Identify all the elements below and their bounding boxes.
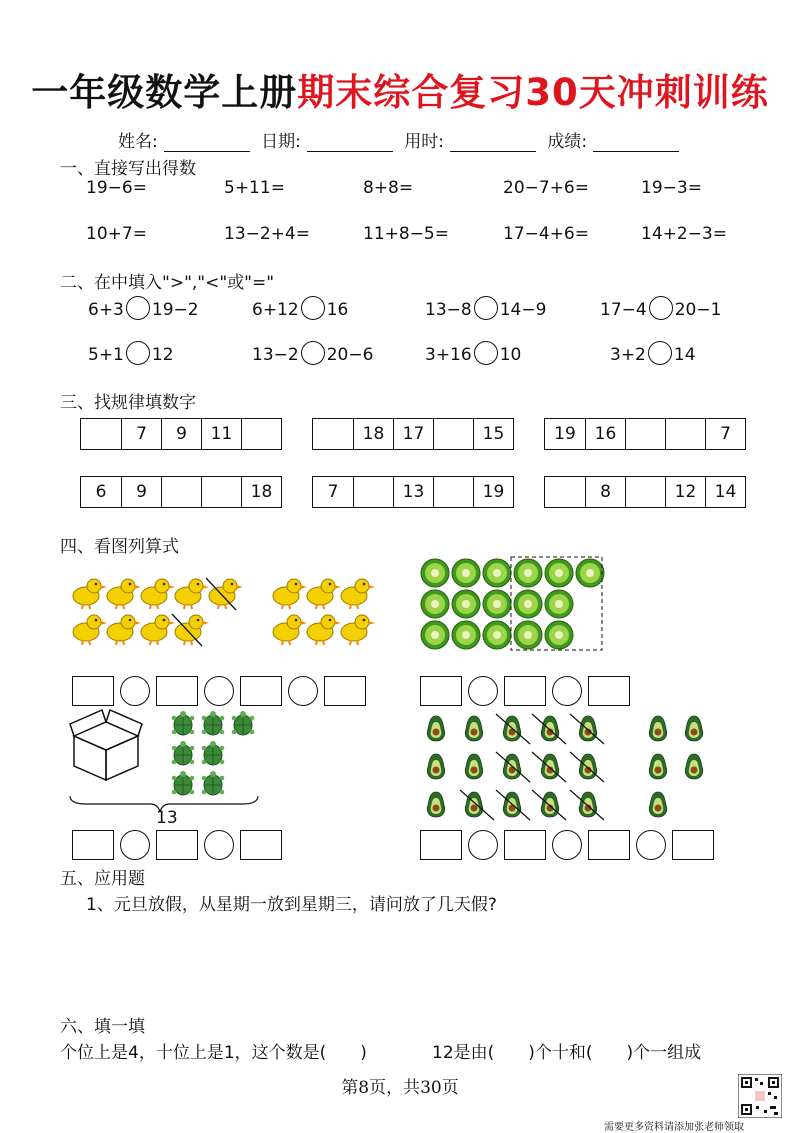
- turtle-icon: [202, 771, 225, 795]
- answer-box[interactable]: [504, 676, 546, 706]
- title-part1: 一年级数学上册: [31, 71, 298, 114]
- compare-left: 13−2: [252, 345, 299, 365]
- duck-icon: [273, 615, 307, 645]
- turtle-icon: [232, 711, 255, 735]
- page-number: 第8页，共30页: [341, 1078, 459, 1098]
- qr-caption: 需要更多资料请添加张老师领取: [604, 1122, 744, 1133]
- duck-icon: [73, 615, 107, 645]
- answer-box[interactable]: [672, 830, 714, 860]
- duck-icon: [341, 615, 375, 645]
- duck-icon: [341, 579, 375, 609]
- compare-circle[interactable]: [474, 341, 498, 365]
- answer-box[interactable]: [156, 676, 198, 706]
- section-2-title: 二、在中填入">","<"或"=": [60, 273, 275, 293]
- avocado-icon: [427, 792, 444, 817]
- compare-circle[interactable]: [649, 296, 673, 320]
- duck-icon: [307, 579, 341, 609]
- calc-item: 11+8−5=: [363, 224, 449, 244]
- compare-right: 20−6: [326, 345, 374, 365]
- kiwi-icon: [483, 621, 511, 649]
- duck-icon: [273, 579, 307, 609]
- operator-circle[interactable]: [468, 830, 498, 860]
- pattern-cell[interactable]: [625, 477, 665, 507]
- pattern-cell[interactable]: 15: [473, 419, 513, 449]
- pattern-row: [544, 418, 746, 450]
- compare-circle[interactable]: [126, 341, 150, 365]
- pattern-cell[interactable]: 9: [161, 419, 201, 449]
- pattern-cell[interactable]: 11: [201, 419, 241, 449]
- kiwi-icon: [514, 559, 542, 587]
- student-info-line: [118, 127, 685, 152]
- pattern-cell[interactable]: 7: [121, 419, 161, 449]
- duck-icon: [307, 615, 341, 645]
- pattern-cell[interactable]: [433, 477, 473, 507]
- avocado-icon: [427, 754, 444, 779]
- pattern-cell[interactable]: 16: [585, 419, 625, 449]
- section-5-title: 五、应用题: [60, 869, 145, 889]
- operator-circle[interactable]: [288, 676, 318, 706]
- name-blank[interactable]: [164, 135, 250, 152]
- pattern-row: [312, 418, 514, 450]
- calc-item: 20−7+6=: [503, 178, 589, 198]
- compare-circle[interactable]: [648, 341, 672, 365]
- answer-box[interactable]: [420, 830, 462, 860]
- turtle-icon: [202, 741, 225, 765]
- avocado-icon: [541, 716, 558, 741]
- pattern-cell[interactable]: [201, 477, 241, 507]
- word-problem-1: 1、元旦放假，从星期一放到星期三，请问放了几天假?: [86, 895, 497, 915]
- avocado-icon: [649, 716, 666, 741]
- compare-left: 6+12: [252, 300, 299, 320]
- compare-right: 16: [326, 300, 349, 320]
- kiwi-icon: [514, 621, 542, 649]
- pattern-cell[interactable]: 18: [353, 419, 393, 449]
- score-label: 成绩:: [547, 132, 588, 152]
- pattern-cell[interactable]: 19: [473, 477, 513, 507]
- pattern-cell[interactable]: [545, 477, 585, 507]
- pattern-cell[interactable]: [161, 477, 201, 507]
- kiwi-icon: [483, 590, 511, 618]
- pattern-cell[interactable]: 13: [393, 477, 433, 507]
- compare-right: 14: [673, 345, 696, 365]
- compare-item: [425, 298, 546, 322]
- avocado-icon: [427, 716, 444, 741]
- operator-circle[interactable]: [552, 676, 582, 706]
- section-6-title: 六、填一填: [60, 1017, 145, 1037]
- fill-question-1: 个位上是4，十位上是1，这个数是( ): [60, 1043, 367, 1063]
- pattern-cell[interactable]: 6: [95, 482, 107, 502]
- name-label: 姓名:: [118, 132, 158, 152]
- answer-box[interactable]: [324, 676, 366, 706]
- pattern-row: [80, 418, 282, 450]
- compare-item: [600, 298, 721, 322]
- avocado-icon: [685, 716, 702, 741]
- compare-circle[interactable]: [126, 296, 150, 320]
- compare-right: 19−2: [151, 300, 199, 320]
- date-blank[interactable]: [307, 135, 393, 152]
- answer-box[interactable]: [156, 830, 198, 860]
- compare-item: [88, 298, 199, 322]
- answer-box[interactable]: [588, 830, 630, 860]
- turtle-icon: [172, 711, 195, 735]
- duck-icon: [175, 579, 209, 609]
- duck-icon: [209, 579, 243, 609]
- pattern-cell[interactable]: [433, 419, 473, 449]
- calc-item: 5+11=: [224, 178, 285, 198]
- pattern-cell[interactable]: [81, 419, 121, 449]
- calc-item: 17−4+6=: [503, 224, 589, 244]
- avocado-icon: [465, 792, 482, 817]
- turtle-icon: [172, 741, 195, 765]
- duck-icon: [141, 615, 175, 645]
- answer-box[interactable]: [588, 676, 630, 706]
- time-blank[interactable]: [450, 135, 536, 152]
- operator-circle[interactable]: [636, 830, 666, 860]
- operator-circle[interactable]: [120, 676, 150, 706]
- pattern-cell[interactable]: [353, 477, 393, 507]
- avocado-icon: [465, 754, 482, 779]
- kiwi-icon: [452, 621, 480, 649]
- duck-icon: [175, 615, 209, 645]
- answer-box[interactable]: [240, 676, 282, 706]
- kiwi-icon: [421, 621, 449, 649]
- compare-right: 20−1: [674, 300, 722, 320]
- pattern-cell[interactable]: [241, 419, 281, 449]
- kiwi-icon: [514, 590, 542, 618]
- pattern-row: [80, 476, 282, 508]
- kiwi-icon: [421, 590, 449, 618]
- pattern-cell[interactable]: 7: [705, 419, 745, 449]
- kiwi-icon: [483, 559, 511, 587]
- operator-circle[interactable]: [204, 676, 234, 706]
- qr-code-icon[interactable]: [738, 1074, 782, 1118]
- compare-right: 10: [499, 345, 522, 365]
- pattern-cell[interactable]: 19: [554, 424, 576, 444]
- answer-box[interactable]: [72, 676, 114, 706]
- pattern-cell[interactable]: [625, 419, 665, 449]
- avocado-icon: [649, 754, 666, 779]
- duck-picture: [66, 572, 386, 648]
- time-label: 用时:: [404, 132, 445, 152]
- compare-circle[interactable]: [301, 296, 325, 320]
- box-icon: [70, 710, 142, 780]
- avocado-icon: [579, 754, 596, 779]
- compare-item: [425, 343, 521, 367]
- operator-circle[interactable]: [552, 830, 582, 860]
- score-blank[interactable]: [593, 135, 679, 152]
- kiwi-icon: [452, 559, 480, 587]
- pattern-cell[interactable]: 9: [121, 477, 161, 507]
- answer-box[interactable]: [240, 830, 282, 860]
- kiwi-icon: [545, 559, 573, 587]
- page-title: [0, 62, 800, 116]
- compare-left: 13−8: [425, 300, 472, 320]
- fill-question-2: 12是由( )个十和( )个一组成: [432, 1043, 702, 1063]
- pattern-cell[interactable]: [313, 419, 353, 449]
- answer-box[interactable]: [420, 676, 462, 706]
- section-4-title: 四、看图列算式: [60, 537, 179, 557]
- compare-circle[interactable]: [474, 296, 498, 320]
- pattern-cell[interactable]: 8: [585, 477, 625, 507]
- compare-left: 6+3: [88, 300, 124, 320]
- compare-right: 12: [151, 345, 174, 365]
- kiwi-picture: [416, 556, 608, 652]
- avocado-icon: [685, 754, 702, 779]
- calc-item: 19−6=: [86, 178, 147, 198]
- compare-circle[interactable]: [301, 341, 325, 365]
- compare-right: 14−9: [499, 300, 547, 320]
- kiwi-icon: [421, 559, 449, 587]
- section-1-title: 一、直接写出得数: [60, 159, 196, 179]
- calc-item: 19−3=: [641, 178, 702, 198]
- equation-row: [72, 830, 282, 860]
- brace-total: 13: [156, 808, 178, 828]
- pattern-cell[interactable]: 12: [665, 477, 705, 507]
- duck-icon: [73, 579, 107, 609]
- avocado-icon: [465, 716, 482, 741]
- duck-icon: [107, 615, 141, 645]
- equation-row: [72, 676, 366, 706]
- avocado-icon: [649, 792, 666, 817]
- compare-item: [252, 343, 373, 367]
- duck-icon: [141, 579, 175, 609]
- kiwi-icon: [452, 590, 480, 618]
- pattern-cell[interactable]: 17: [393, 419, 433, 449]
- pattern-cell[interactable]: 14: [705, 477, 745, 507]
- answer-box[interactable]: [72, 830, 114, 860]
- pattern-cell[interactable]: [665, 419, 705, 449]
- kiwi-icon: [576, 559, 604, 587]
- date-label: 日期:: [261, 132, 301, 152]
- avocado-icon: [579, 716, 596, 741]
- duck-icon: [107, 579, 141, 609]
- turtle-icon: [172, 771, 195, 795]
- avocado-icon: [541, 754, 558, 779]
- title-part2: 期末综合复习30天冲刺训练: [297, 71, 769, 114]
- calc-item: 10+7=: [86, 224, 147, 244]
- turtle-icon: [202, 711, 225, 735]
- compare-left: 3+2: [610, 345, 646, 365]
- operator-circle[interactable]: [204, 830, 234, 860]
- compare-left: 17−4: [600, 300, 647, 320]
- equation-row: [420, 676, 630, 706]
- avocado-picture: [420, 712, 720, 826]
- pattern-row: [544, 476, 746, 508]
- kiwi-icon: [545, 590, 573, 618]
- pattern-cell[interactable]: 18: [241, 477, 281, 507]
- pattern-cell[interactable]: 7: [327, 482, 339, 502]
- compare-item: [610, 343, 696, 367]
- kiwi-icon: [545, 621, 573, 649]
- section-3-title: 三、找规律填数字: [60, 393, 196, 413]
- compare-item: [88, 343, 174, 367]
- calc-item: 8+8=: [363, 178, 414, 198]
- pattern-row: [312, 476, 514, 508]
- compare-left: 3+16: [425, 345, 472, 365]
- compare-item: [252, 298, 348, 322]
- operator-circle[interactable]: [468, 676, 498, 706]
- calc-item: 13−2+4=: [224, 224, 310, 244]
- equation-row: [420, 830, 714, 860]
- answer-box[interactable]: [504, 830, 546, 860]
- compare-left: 5+1: [88, 345, 124, 365]
- avocado-icon: [541, 792, 558, 817]
- calc-item: 14+2−3=: [641, 224, 727, 244]
- avocado-icon: [579, 792, 596, 817]
- operator-circle[interactable]: [120, 830, 150, 860]
